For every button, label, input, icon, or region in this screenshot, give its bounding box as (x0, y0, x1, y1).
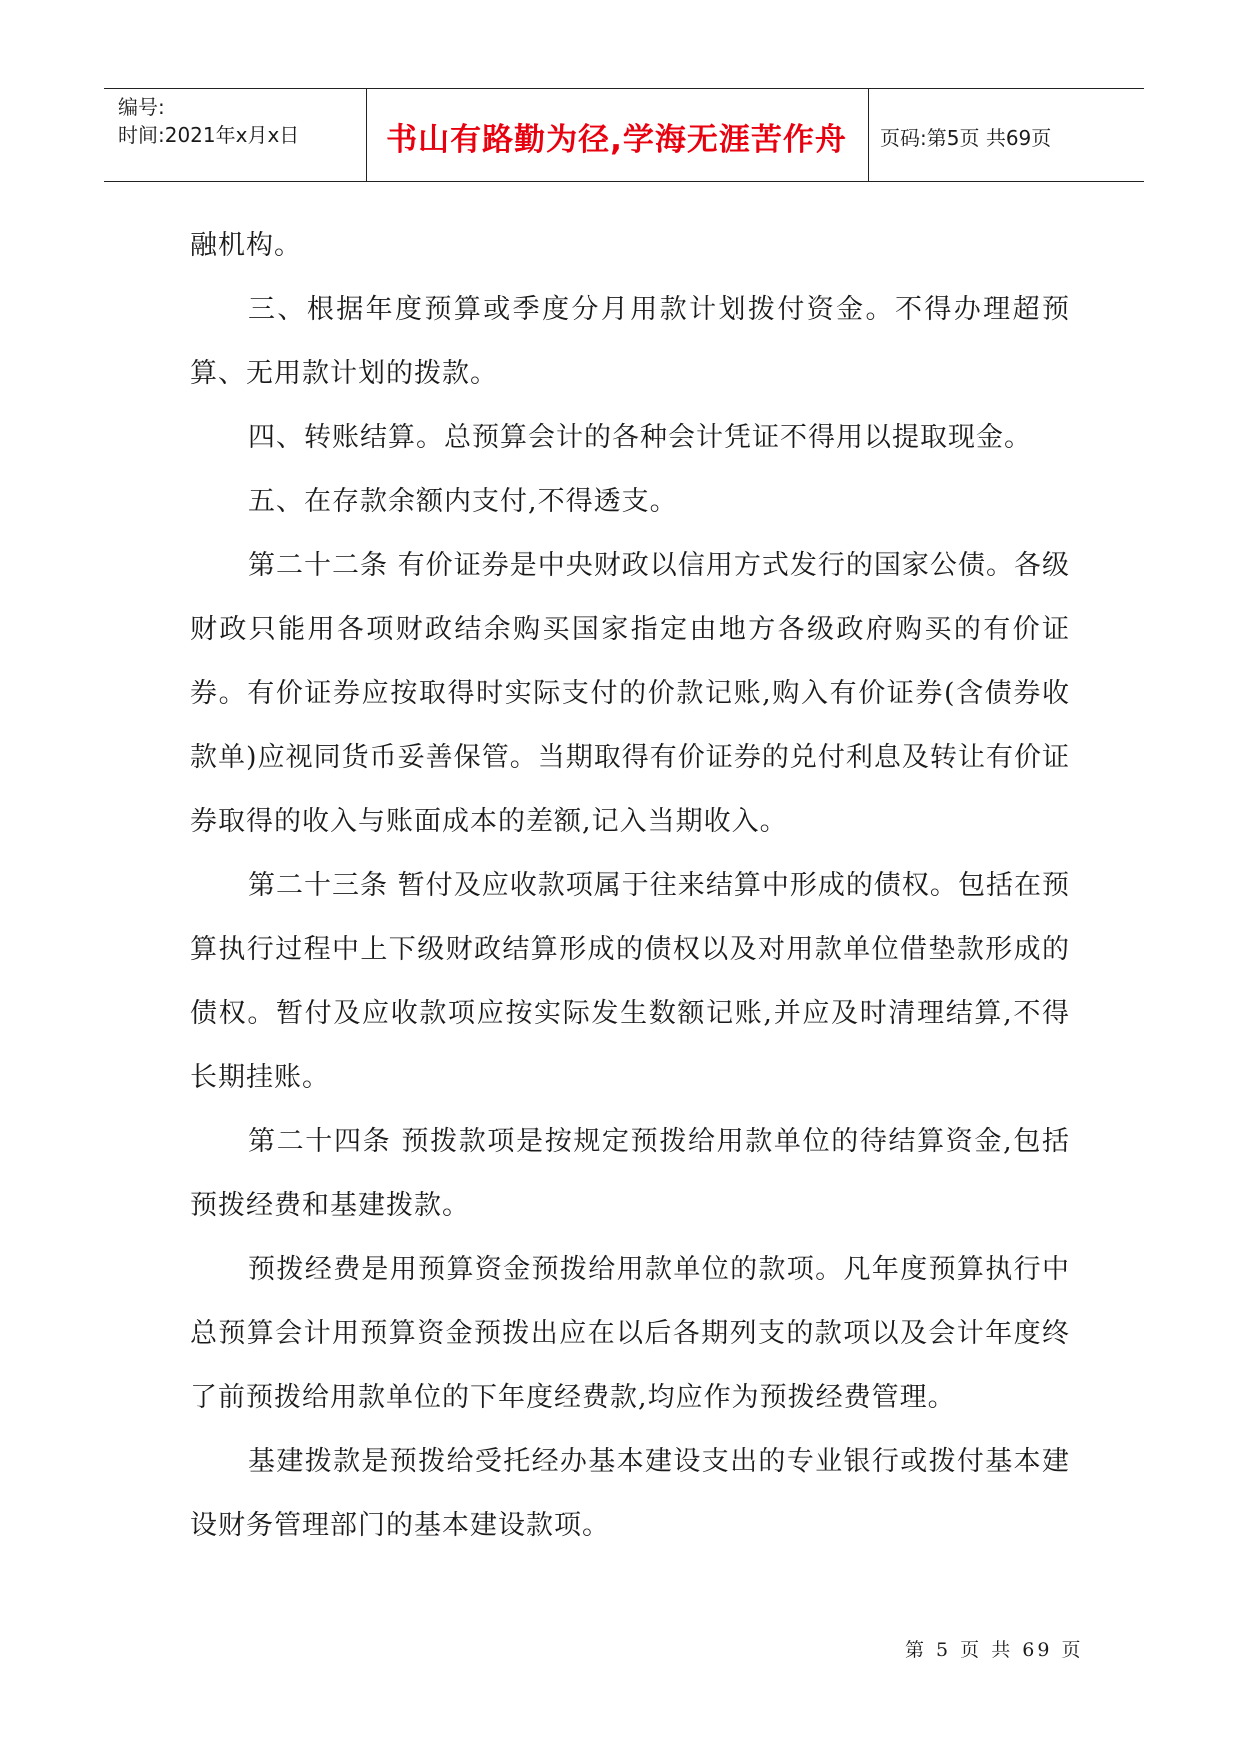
paragraph: 融机构。 (190, 230, 302, 261)
paragraph: 第二十四条 预拨款项是按规定预拨给用款单位的待结算资金,包括预拨经费和基建拨款。 (190, 1126, 1070, 1221)
paragraph: 五、在存款余额内支付,不得透支。 (248, 486, 678, 517)
paragraph: 第二十二条 有价证券是中央财政以信用方式发行的国家公债。各级财政只能用各项财政结余购买国家指定由地方各级政府购买的有价证券。有价证券应按取得时实际支付的价款记账,购入有价证券(含债券收款单)应视同货币妥善保管。当期取得有价证券的兑付利息及转让有价证券取得的收入与账面成本的差额,记入当期收入。 (190, 550, 1070, 837)
document-time-label: 时间:2021年x月x日 (118, 123, 300, 147)
header-meta (118, 93, 368, 149)
header-divider-right (868, 89, 869, 181)
paragraph: 三、根据年度预算或季度分月用款计划拨付资金。不得办理超预算、无用款计划的拨款。 (190, 294, 1070, 389)
page-footer: 第 5 页 共 69 页 (905, 1639, 1084, 1661)
header-motto: 书山有路勤为径,学海无涯苦作舟 (386, 121, 847, 158)
document-body (190, 214, 1070, 1558)
header-divider-left (366, 89, 367, 181)
header-page-code: 页码:第5页 共69页 (880, 125, 1052, 150)
paragraph: 四、转账结算。总预算会计的各种会计凭证不得用以提取现金。 (248, 422, 1032, 453)
paragraph: 基建拨款是预拨给受托经办基本建设支出的专业银行或拨付基本建设财务管理部门的基本建设款项。 (190, 1446, 1070, 1541)
paragraph: 第二十三条 暂付及应收款项属于往来结算中形成的债权。包括在预算执行过程中上下级财政结算形成的债权以及对用款单位借垫款形成的债权。暂付及应收款项应按实际发生数额记账,并应及时清理结算,不得长期挂账。 (190, 870, 1070, 1093)
document-number-label: 编号: (118, 95, 165, 119)
page-header (104, 88, 1144, 182)
paragraph: 预拨经费是用预算资金预拨给用款单位的款项。凡年度预算执行中总预算会计用预算资金预拨出应在以后各期列支的款项以及会计年度终了前预拨给用款单位的下年度经费款,均应作为预拨经费管理。 (190, 1254, 1070, 1413)
